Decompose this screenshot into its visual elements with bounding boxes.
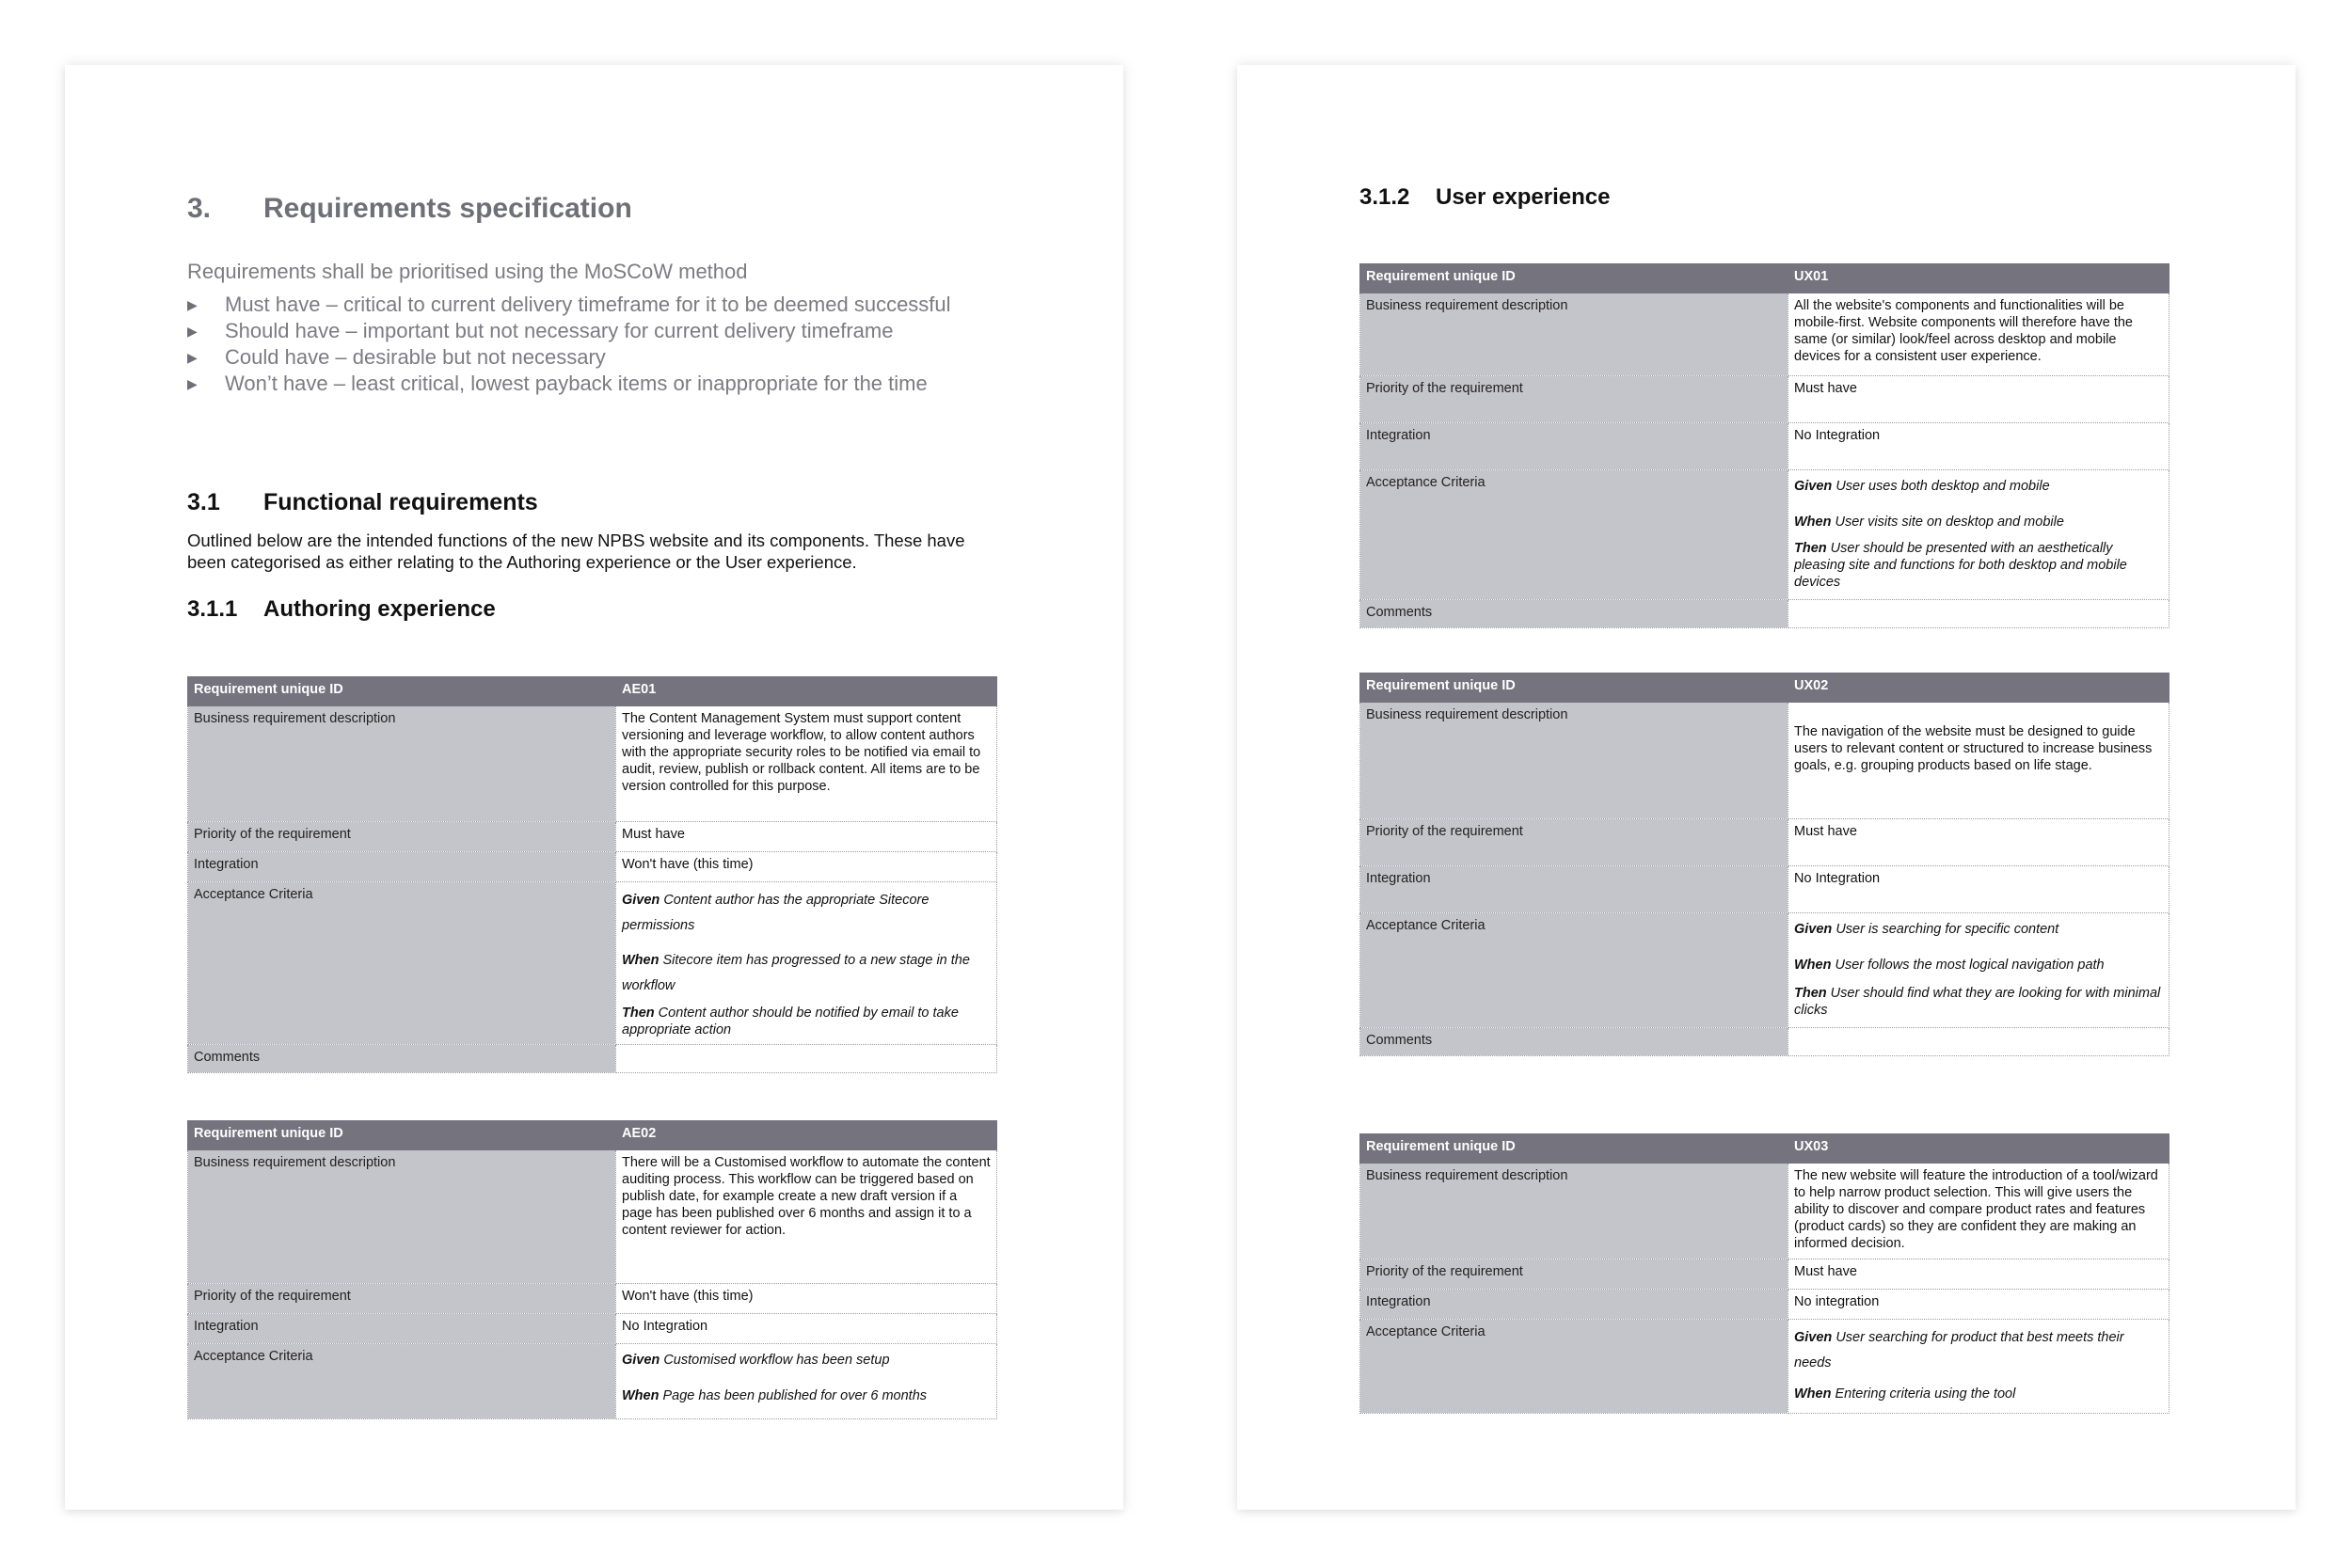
functional-paragraph: Outlined below are the intended functions of the new NPBS website and its components. These have been categorised as either relating to the Authoring experience or the User experience. xyxy=(187,531,965,572)
table-row: Integration No Integration xyxy=(1360,423,2169,470)
functional-heading: 3.1 Functional requirements xyxy=(187,489,538,515)
table-row: Integration Won't have (this time) xyxy=(188,852,997,882)
table-row: Acceptance Criteria Given User searching for product that best meets their needs When Entering criteria using the tool xyxy=(1360,1320,2169,1414)
document-page-left xyxy=(65,65,1123,1510)
authoring-heading: 3.1.1 Authoring experience xyxy=(187,596,496,622)
triangle-bullet-icon: ▶ xyxy=(187,350,198,365)
table-row: Comments xyxy=(1360,1028,2169,1056)
triangle-bullet-icon: ▶ xyxy=(187,376,198,391)
section-number: 3. xyxy=(187,193,212,224)
triangle-bullet-icon: ▶ xyxy=(187,297,198,312)
table-row: Business requirement description There will be a Customised workflow to automate the content auditing process. This workflow can be triggered based on publish date, for example create a new draft version if a page has been published over 6 months and assign it to a content reviewer for action. xyxy=(188,1150,997,1284)
table-row: Acceptance Criteria Given Content author has the appropriate Sitecore permissions When Sitecore item has progressed to a new stage in the workflow Then Content author should be notified by email to take appropriate action xyxy=(188,882,997,1045)
table-row: Acceptance Criteria Given User uses both desktop and mobile When User visits site on desktop and mobile Then User should be presented with an aesthetically pleasing site and functions for both desktop and mobile devices xyxy=(1360,470,2169,600)
requirement-table-ux02 xyxy=(1359,673,2169,1056)
section-heading xyxy=(187,193,996,225)
requirement-table-ux01 xyxy=(1359,263,2169,628)
table-row: Requirement unique ID AE02 xyxy=(188,1121,997,1150)
table-row: Priority of the requirement Won't have (this time) xyxy=(188,1284,997,1314)
requirement-table-ux03 xyxy=(1359,1133,2169,1414)
list-item: ▶ Must have – critical to current delivery timeframe for it to be deemed successful xyxy=(187,293,951,316)
table-row: Requirement unique ID UX03 xyxy=(1360,1134,2169,1164)
table-row: Requirement unique ID UX01 xyxy=(1360,264,2169,293)
table-row: Acceptance Criteria Given User is searching for specific content When User follows the most logical navigation path Then User should find what they are looking for with minimal clicks xyxy=(1360,913,2169,1028)
table-row: Priority of the requirement Must have xyxy=(1360,819,2169,866)
moscow-list xyxy=(187,292,996,397)
requirement-table-ae02 xyxy=(187,1120,997,1419)
list-item: ▶ Could have – desirable but not necessary xyxy=(187,345,606,369)
requirement-table-ae01 xyxy=(187,676,997,1073)
table-row: Acceptance Criteria Given Customised workflow has been setup When Page has been published for over 6 months xyxy=(188,1344,997,1419)
section-title: Requirements specification xyxy=(263,193,632,224)
moscow-intro: Requirements shall be prioritised using the MoSCoW method xyxy=(187,260,748,283)
user-experience-heading: 3.1.2 User experience xyxy=(1359,184,1611,210)
table-row: Business requirement description The navigation of the website must be designed to guide users to relevant content or structured to increase business goals, e.g. grouping products based on life stage. xyxy=(1360,703,2169,819)
table-row: Requirement unique ID UX02 xyxy=(1360,673,2169,703)
table-row: Requirement unique ID AE01 xyxy=(188,677,997,706)
table-row: Integration No integration xyxy=(1360,1290,2169,1320)
table-row: Comments xyxy=(188,1045,997,1073)
table-row: Business requirement description All the website's components and functionalities will be mobile-first. Website components will therefore have the same (or similar) look/feel across desktop and mobile devices for a consistent user experience. xyxy=(1360,293,2169,376)
triangle-bullet-icon: ▶ xyxy=(187,324,198,339)
table-row: Business requirement description The Content Management System must support content versioning and leverage workflow, to allow content authors with the appropriate security roles to be notified via email to audit, review, publish or rollback content. All items are to be version controlled for this purpose. xyxy=(188,706,997,822)
list-item: ▶ Should have – important but not necessary for current delivery timeframe xyxy=(187,319,894,342)
table-row: Priority of the requirement Must have xyxy=(1360,1259,2169,1290)
table-row: Business requirement description The new website will feature the introduction of a tool/wizard to help narrow product selection. This will give users the ability to discover and compare product rates and features (product cards) so they are confident they are making an informed decision. xyxy=(1360,1164,2169,1259)
table-row: Priority of the requirement Must have xyxy=(1360,376,2169,423)
table-row: Priority of the requirement Must have xyxy=(188,822,997,852)
table-row: Integration No Integration xyxy=(188,1314,997,1344)
list-item: ▶ Won’t have – least critical, lowest payback items or inappropriate for the time xyxy=(187,372,928,395)
moscow-block xyxy=(187,260,996,397)
table-row: Comments xyxy=(1360,600,2169,628)
table-row: Integration No Integration xyxy=(1360,866,2169,913)
document-page-right xyxy=(1237,65,2296,1510)
